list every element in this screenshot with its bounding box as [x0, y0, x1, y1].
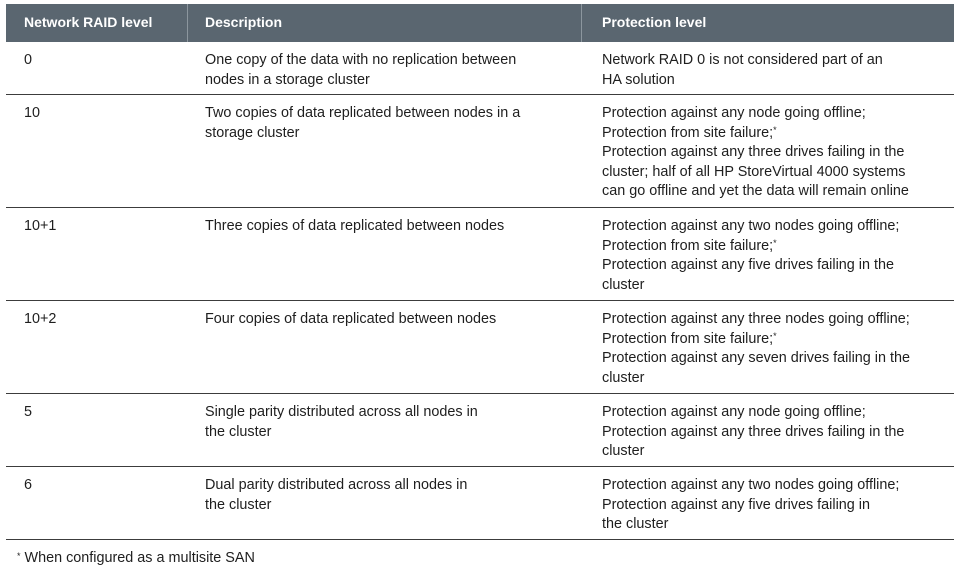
cell-line: Three copies of data replicated between nodes [205, 218, 505, 234]
cell-line: Dual parity distributed across all nodes in [205, 477, 468, 493]
table-row [6, 42, 954, 95]
footnote-reference: * [773, 237, 777, 248]
cell-line: Protection from site failure;* [602, 124, 777, 141]
footnote-marker: * [17, 551, 21, 561]
protection-level-cell [602, 217, 952, 295]
cell-line: Protection against any three drives failing in the [602, 144, 905, 161]
cell-line: can go offline and yet the data will remain online [602, 183, 909, 200]
cell-line: Protection from site failure;* [602, 330, 777, 347]
footnote-reference: * [773, 124, 777, 135]
cell-line: the cluster [602, 516, 669, 533]
table-row [6, 95, 954, 208]
description-cell [205, 476, 575, 515]
header-divider [581, 4, 582, 42]
header-protection-level: Protection level [602, 14, 707, 30]
raid-level-cell: 5 [24, 404, 33, 420]
protection-level-cell [602, 51, 952, 90]
cell-line: the cluster [205, 496, 272, 513]
description-cell [205, 104, 575, 143]
cell-line: Protection against any five drives failing in the [602, 257, 894, 274]
protection-level-cell [602, 104, 952, 202]
cell-line: cluster; half of all HP StoreVirtual 4000 systems [602, 163, 906, 180]
table-header [6, 4, 954, 42]
description-cell [205, 403, 575, 442]
cell-line: Protection against any two nodes going offline; [602, 218, 900, 234]
header-divider [187, 4, 188, 42]
cell-line: Protection against any three drives failing in the [602, 423, 905, 440]
table-row [6, 394, 954, 467]
table-row [6, 301, 954, 394]
raid-level-cell: 10+2 [24, 311, 57, 327]
cell-line: the cluster [205, 423, 272, 440]
cell-line: One copy of the data with no replication between [205, 52, 517, 68]
table-row [6, 467, 954, 540]
cell-line: Four copies of data replicated between nodes [205, 311, 497, 327]
protection-level-cell [602, 403, 952, 462]
footnote-text: When configured as a multisite SAN [24, 550, 255, 566]
cell-line: Protection from site failure;* [602, 237, 777, 254]
raid-level-cell: 10+1 [24, 218, 57, 234]
cell-line: storage cluster [205, 124, 300, 141]
protection-level-cell [602, 310, 952, 388]
raid-level-cell: 6 [24, 477, 33, 493]
cell-line: Protection against any two nodes going offline; [602, 477, 900, 493]
cell-line: cluster [602, 369, 645, 386]
cell-line: Protection against any node going offline; [602, 404, 866, 420]
cell-line: Network RAID 0 is not considered part of an [602, 52, 883, 68]
header-description: Description [205, 14, 283, 30]
footnote [17, 548, 255, 568]
footnote-reference: * [773, 330, 777, 341]
description-cell [205, 310, 575, 330]
description-cell [205, 217, 575, 237]
raid-level-cell: 0 [24, 52, 33, 68]
cell-line: cluster [602, 276, 645, 293]
raid-table [6, 4, 954, 540]
description-cell [205, 51, 575, 90]
table-body [6, 42, 954, 540]
protection-level-cell [602, 476, 952, 535]
header-raid-level: Network RAID level [24, 14, 153, 30]
cell-line: Two copies of data replicated between nodes in a [205, 105, 521, 121]
cell-line: Single parity distributed across all nodes in [205, 404, 478, 420]
cell-line: nodes in a storage cluster [205, 71, 370, 88]
cell-line: Protection against any node going offline; [602, 105, 866, 121]
cell-line: HA solution [602, 71, 675, 88]
cell-line: Protection against any seven drives failing in the [602, 350, 910, 367]
cell-line: Protection against any five drives failing in [602, 496, 870, 513]
table-row [6, 208, 954, 301]
cell-line: Protection against any three nodes going offline; [602, 311, 910, 327]
cell-line: cluster [602, 443, 645, 460]
raid-level-cell: 10 [24, 105, 41, 121]
